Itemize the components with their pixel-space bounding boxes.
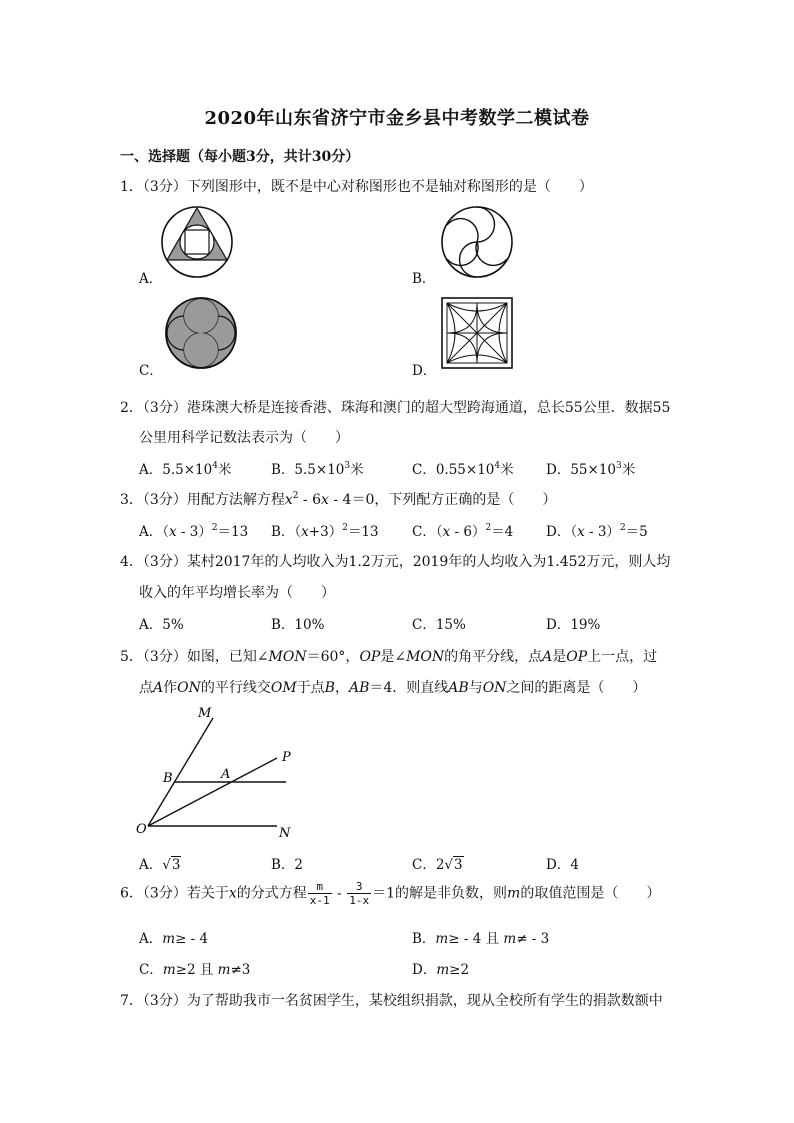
q1-figure-a (161, 206, 233, 278)
label-m: M (198, 706, 212, 721)
q6-option-a: A．m≥ - 4 (139, 931, 209, 947)
label-o: O (136, 822, 147, 837)
q2-option-c: C．$0.55\times 10^4$米 (412, 461, 514, 478)
q4-option-a: A．5% (139, 617, 184, 633)
q2-option-a: A．$5.5\times 10^4$米 (139, 461, 232, 478)
label-n: N (279, 826, 291, 841)
question-1-stem: 1．（3分）下列图形中，既不是中心对称图形也不是轴对称图形的是（ ） (120, 179, 593, 195)
question-5-stem-line1: 5．（3分）如图，已知∠MON＝60°，OP是∠MON的角平分线，点A是OP上一点，过 (120, 649, 658, 665)
q5-option-c: C．2√3 (412, 857, 463, 873)
q2-option-d: D．$55\times 10^3$米 (546, 461, 636, 478)
section-heading: 一、选择题（每小题3分，共计30分） (120, 149, 360, 165)
q6-option-d: D．m≥2 (412, 962, 470, 978)
question-4-stem-line2: 收入的年平均增长率为（ ） (139, 585, 335, 601)
q5-option-a: A．√3 (139, 857, 181, 873)
q1-figure-b (441, 206, 513, 278)
label-b: B (163, 771, 173, 786)
page-title: 2020年山东省济宁市金乡县中考数学二模试卷 (204, 108, 590, 129)
q3-option-d: D．（x - 3）$^2$＝5 (546, 523, 648, 540)
q1-option-d: D． (412, 363, 437, 379)
q4-option-c: C．15% (412, 617, 466, 633)
question-5-stem-line2: 点A作ON的平行线交OM于点B，AB＝4．则直线AB与ON之间的距离是（ ） (139, 680, 647, 696)
q3-option-a: A．（x - 3）$^2$＝13 (139, 523, 249, 540)
question-6-stem: 6．（3分）若关于x的分式方程 $\frac{m}{x-1}$ - $\frac{3}{1-x}$ ＝1的解是非负数，则m的取值范围是（ ） (120, 880, 661, 907)
fraction-m-over-x-minus-1: $\frac{m}{x-1}$ (309, 880, 330, 907)
q1-option-b: B． (412, 271, 436, 287)
q6-option-c: C．m≥2 且 m≠3 (139, 962, 251, 978)
q5-option-b: B．2 (271, 857, 304, 873)
question-7-stem: 7．（3分）为了帮助我市一名贫困学生，某校组织捐款，现从全校所有学生的捐款数额中 (120, 993, 663, 1009)
q3-option-b: B．$(x+3)^2=13$ (271, 523, 379, 540)
q4-option-d: D．19% (546, 617, 601, 633)
fraction-3-over-1-minus-x: $\frac{3}{1-x}$ (349, 880, 370, 907)
q5-option-d: D．4 (546, 857, 579, 873)
q1-figure-d (441, 297, 513, 369)
q3-option-c: C．（x - 6）$^2$＝4 (412, 523, 514, 540)
question-3-stem: 3．（3分）用配方法解方程$x^2 - 6x - 4=0$，下列配方正确的是（ ） (120, 491, 557, 508)
q4-option-b: B．10% (271, 617, 325, 633)
q6-option-b: B．m≥ - 4 且 m≠ - 3 (412, 931, 550, 947)
label-p: P (282, 750, 291, 765)
question-4-stem-line1: 4．（3分）某村2017年的人均收入为1.2万元，2019年的人均收入为1.452万元，则人均 (120, 554, 671, 570)
label-a: A (221, 767, 231, 782)
q1-option-c: C． (139, 363, 163, 379)
question-2-stem-line1: 2．（3分）港珠澳大桥是连接香港、珠海和澳门的超大型跨海通道，总长55公里．数据55 (120, 400, 671, 416)
q1-figure-c (165, 297, 237, 369)
q2-option-b: B．$5.5\times 10^3$米 (271, 461, 364, 478)
question-2-stem-line2: 公里用科学记数法表示为（ ） (139, 430, 349, 446)
q1-option-a: A． (139, 271, 163, 287)
q5-angle-figure (130, 700, 300, 845)
